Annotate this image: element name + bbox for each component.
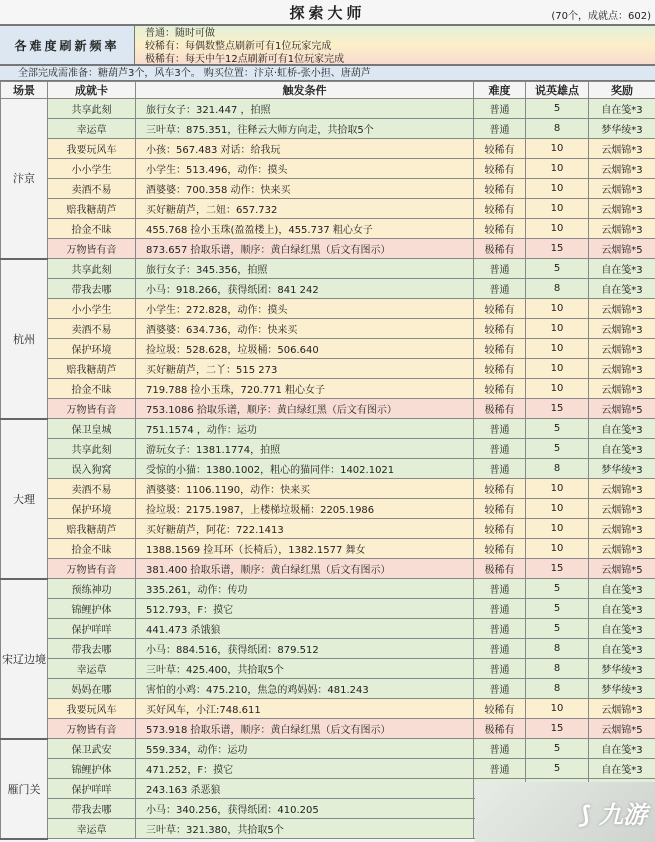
refresh-frequency [0,26,655,66]
points-cell: 5 [526,619,589,639]
difficulty-cell: 较稀有 [474,539,526,559]
table-row [1,659,655,679]
condition-cell: 买好糖葫芦，二丫：515 273 [136,359,474,379]
card-cell: 拾金不昧 [48,379,136,399]
achievement-table [0,81,655,840]
condition-cell: 买好风车，小江:748.611 [136,699,474,719]
difficulty-cell: 极稀有 [474,239,526,259]
reward-cell: 自在笺*3 [589,579,655,599]
table-row [1,699,655,719]
points-cell: 8 [526,639,589,659]
table-row [1,599,655,619]
condition-cell: 买好糖葫芦，阿花：722.1413 [136,519,474,539]
condition-cell: 小马：340.256，获得纸团：410.205 [136,799,474,819]
reward-cell: 梦华绫*3 [589,119,655,139]
points-cell: 8 [526,679,589,699]
difficulty-cell: 普通 [474,579,526,599]
table-row [1,199,655,219]
condition-cell: 捡垃圾：2175.1987，上楼梯垃圾桶：2205.1986 [136,499,474,519]
condition-cell: 1388.1569 捡耳环（长椅后），1382.1577 舞女 [136,539,474,559]
reward-cell: 云烟锦*3 [589,339,655,359]
points-cell: 8 [526,459,589,479]
reward-cell: 梦华绫*3 [589,679,655,699]
card-cell: 小小学生 [48,159,136,179]
table-row [1,359,655,379]
points-cell: 5 [526,419,589,439]
table-row [1,179,655,199]
reward-cell: 云烟锦*5 [589,719,655,739]
header-card: 成就卡 [48,82,136,99]
card-cell: 万物皆有音 [48,399,136,419]
points-cell: 15 [526,399,589,419]
difficulty-cell: 普通 [474,619,526,639]
condition-cell: 573.918 拾取乐谱，顺序：黄白绿红黑（后文有图示） [136,719,474,739]
reward-cell: 云烟锦*3 [589,379,655,399]
points-cell: 10 [526,339,589,359]
reward-cell: 云烟锦*5 [589,239,655,259]
difficulty-cell: 较稀有 [474,159,526,179]
card-cell: 万物皆有音 [48,559,136,579]
card-cell: 我要玩风车 [48,699,136,719]
header-condition: 触发条件 [136,82,474,99]
table-row [1,279,655,299]
card-cell: 幸运草 [48,659,136,679]
points-cell: 10 [526,499,589,519]
table-row [1,539,655,559]
reward-cell: 云烟锦*3 [589,519,655,539]
table-row [1,379,655,399]
points-cell: 15 [526,239,589,259]
difficulty-cell: 极稀有 [474,719,526,739]
difficulty-cell: 普通 [474,679,526,699]
reward-cell: 云烟锦*3 [589,499,655,519]
table-row [1,299,655,319]
condition-cell: 559.334，动作：运功 [136,739,474,759]
points-cell: 10 [526,519,589,539]
header-difficulty: 难度 [474,82,526,99]
card-cell: 带我去哪 [48,279,136,299]
points-cell: 5 [526,439,589,459]
difficulty-cell: 较稀有 [474,519,526,539]
table-row [1,119,655,139]
condition-cell: 害怕的小鸡：475.210，焦急的鸡妈妈：481.243 [136,679,474,699]
condition-cell: 三叶草：425.400，共拾取5个 [136,659,474,679]
card-cell: 保护环境 [48,339,136,359]
condition-cell: 小孩：567.483 对话：给我玩 [136,139,474,159]
table-row [1,239,655,259]
difficulty-cell: 较稀有 [474,699,526,719]
condition-cell: 小马：884.516，获得纸团：879.512 [136,639,474,659]
condition-cell: 512.793，F：摸它 [136,599,474,619]
card-cell: 赔我糖葫芦 [48,199,136,219]
card-cell: 保护环境 [48,499,136,519]
condition-cell: 受惊的小猫：1380.1002，粗心的猫同伴：1402.1021 [136,459,474,479]
table-row [1,159,655,179]
points-cell: 5 [526,739,589,759]
header-scene: 场景 [1,82,48,99]
table-row [1,739,655,759]
table-row [1,139,655,159]
reward-cell: 云烟锦*3 [589,479,655,499]
difficulty-cell: 极稀有 [474,399,526,419]
points-cell: 10 [526,139,589,159]
condition-cell: 小马：918.266，获得纸团：841 242 [136,279,474,299]
table-row [1,619,655,639]
condition-cell: 游玩女子：1381.1774，拍照 [136,439,474,459]
table-row [1,499,655,519]
card-cell: 保护咩咩 [48,619,136,639]
table-row [1,99,655,119]
card-cell: 赔我糖葫芦 [48,359,136,379]
reward-cell: 云烟锦*3 [589,299,655,319]
difficulty-cell: 普通 [474,99,526,119]
condition-cell: 381.400 拾取乐谱，顺序：黄白绿红黑（后文有图示） [136,559,474,579]
table-row [1,559,655,579]
scene-cell: 宋辽边境 [1,579,48,739]
table-row [1,339,655,359]
points-cell: 15 [526,719,589,739]
condition-cell: 买好糖葫芦，二妞：657.732 [136,199,474,219]
card-cell: 锦鲤护体 [48,599,136,619]
frequency-label: 各难度刷新频率 [0,26,135,64]
difficulty-cell: 较稀有 [474,199,526,219]
card-cell: 幸运草 [48,819,136,839]
condition-cell: 小学生：513.496，动作：摸头 [136,159,474,179]
card-cell: 保卫武安 [48,739,136,759]
difficulty-cell: 极稀有 [474,559,526,579]
reward-cell: 梦华绫*3 [589,459,655,479]
difficulty-cell: 普通 [474,659,526,679]
card-cell: 我要玩风车 [48,139,136,159]
reward-cell: 云烟锦*3 [589,199,655,219]
difficulty-cell: 较稀有 [474,359,526,379]
reward-cell: 云烟锦*3 [589,539,655,559]
condition-cell: 719.788 捡小玉珠，720.771 粗心女子 [136,379,474,399]
condition-cell: 小学生：272.828，动作：摸头 [136,299,474,319]
card-cell: 共享此刻 [48,99,136,119]
difficulty-cell: 较稀有 [474,379,526,399]
scene-cell: 汴京 [1,99,48,259]
card-cell: 小小学生 [48,299,136,319]
reward-cell: 自在笺*3 [589,759,655,779]
difficulty-cell: 普通 [474,119,526,139]
difficulty-cell: 较稀有 [474,139,526,159]
scene-cell: 雁门关 [1,739,48,839]
card-cell: 万物皆有音 [48,719,136,739]
reward-cell: 自在笺*3 [589,99,655,119]
reward-cell: 云烟锦*3 [589,179,655,199]
points-cell: 10 [526,219,589,239]
table-row [1,639,655,659]
reward-cell: 云烟锦*3 [589,359,655,379]
reward-cell: 云烟锦*5 [589,559,655,579]
condition-cell: 三叶草：321.380，共拾取5个 [136,819,474,839]
difficulty-cell: 普通 [474,419,526,439]
card-cell: 锦鲤护体 [48,759,136,779]
points-cell: 8 [526,279,589,299]
table-row [1,319,655,339]
points-cell: 10 [526,179,589,199]
difficulty-cell: 较稀有 [474,179,526,199]
difficulty-cell: 较稀有 [474,319,526,339]
frequency-rare: 较稀有：每偶数整点刷新可有1位玩家完成 [145,41,332,52]
watermark-logo: ⟆ 九游 [475,782,655,842]
card-cell: 带我去哪 [48,639,136,659]
points-cell: 5 [526,579,589,599]
preparation-note: 全部完成需准备：糖葫芦3个，风车3个。 购买位置：汴京·虹桥-张小担、唐葫芦 [0,66,655,81]
difficulty-cell: 普通 [474,759,526,779]
reward-cell: 自在笺*3 [589,739,655,759]
reward-cell: 自在笺*3 [589,599,655,619]
card-cell: 共享此刻 [48,439,136,459]
condition-cell: 三叶草：875.351，往释云大师方向走，共拾取5个 [136,119,474,139]
points-cell: 10 [526,479,589,499]
points-cell: 10 [526,159,589,179]
condition-cell: 873.657 拾取乐谱，顺序：黄白绿红黑（后文有图示） [136,239,474,259]
condition-cell: 753.1086 拾取乐谱，顺序：黄白绿红黑（后文有图示） [136,399,474,419]
card-cell: 妈妈在哪 [48,679,136,699]
reward-cell: 自在笺*3 [589,619,655,639]
card-cell: 卖酒不易 [48,479,136,499]
header-reward: 奖励 [589,82,655,99]
table-row [1,439,655,459]
table-row [1,579,655,599]
condition-cell: 441.473 杀饿狼 [136,619,474,639]
points-cell: 8 [526,659,589,679]
difficulty-cell: 较稀有 [474,339,526,359]
table-row [1,759,655,779]
card-cell: 共享此刻 [48,259,136,279]
difficulty-cell: 普通 [474,639,526,659]
points-cell: 10 [526,539,589,559]
difficulty-cell: 较稀有 [474,499,526,519]
table-row [1,259,655,279]
condition-cell: 酒婆婆：1106.1190，动作：快来买 [136,479,474,499]
table-row [1,479,655,499]
frequency-common: 普通：随时可做 [145,28,215,39]
difficulty-cell: 普通 [474,599,526,619]
reward-cell: 自在笺*3 [589,279,655,299]
difficulty-cell: 普通 [474,739,526,759]
condition-cell: 243.163 杀恶狼 [136,779,474,799]
table-row [1,219,655,239]
difficulty-cell: 普通 [474,459,526,479]
table-row [1,519,655,539]
frequency-epic: 极稀有：每天中午12点刷新可有1位玩家完成 [145,54,345,65]
points-cell: 8 [526,119,589,139]
difficulty-cell: 普通 [474,439,526,459]
points-cell: 10 [526,319,589,339]
difficulty-cell: 较稀有 [474,299,526,319]
points-cell: 5 [526,759,589,779]
condition-cell: 酒婆婆：700.358 动作：快来买 [136,179,474,199]
points-cell: 10 [526,379,589,399]
card-cell: 误入狗窝 [48,459,136,479]
card-cell: 带我去哪 [48,799,136,819]
points-cell: 5 [526,99,589,119]
reward-cell: 梦华绫*3 [589,659,655,679]
reward-cell: 云烟锦*3 [589,319,655,339]
reward-cell: 云烟锦*3 [589,139,655,159]
card-cell: 赔我糖葫芦 [48,519,136,539]
points-cell: 5 [526,259,589,279]
table-row [1,459,655,479]
reward-cell: 云烟锦*3 [589,219,655,239]
card-cell: 幸运草 [48,119,136,139]
achievement-summary: (70个，成就点：602) [551,11,651,22]
card-cell: 卖酒不易 [48,319,136,339]
table-row [1,399,655,419]
difficulty-cell: 较稀有 [474,479,526,499]
condition-cell: 旅行女子：345.356，拍照 [136,259,474,279]
reward-cell: 云烟锦*3 [589,159,655,179]
card-cell: 拾金不昧 [48,219,136,239]
reward-cell: 自在笺*3 [589,259,655,279]
card-cell: 预练神功 [48,579,136,599]
title-bar [0,0,655,26]
table-row [1,719,655,739]
condition-cell: 455.768 捡小玉珠(盈盈楼上)，455.737 粗心女子 [136,219,474,239]
reward-cell: 自在笺*3 [589,639,655,659]
table-row [1,419,655,439]
scene-cell: 大理 [1,419,48,579]
difficulty-cell: 普通 [474,279,526,299]
card-cell: 保卫皇城 [48,419,136,439]
points-cell: 5 [526,599,589,619]
card-cell: 卖酒不易 [48,179,136,199]
reward-cell: 自在笺*3 [589,439,655,459]
card-cell: 保护咩咩 [48,779,136,799]
difficulty-cell: 较稀有 [474,219,526,239]
condition-cell: 751.1574 ，动作：运功 [136,419,474,439]
header-points: 说英雄点 [526,82,589,99]
table-row [1,679,655,699]
condition-cell: 捡垃圾：528.628，垃圾桶：506.640 [136,339,474,359]
points-cell: 10 [526,199,589,219]
condition-cell: 335.261，动作：传功 [136,579,474,599]
condition-cell: 酒婆婆：634.736，动作：快来买 [136,319,474,339]
condition-cell: 旅行女子：321.447 ，拍照 [136,99,474,119]
points-cell: 10 [526,359,589,379]
points-cell: 10 [526,299,589,319]
card-cell: 万物皆有音 [48,239,136,259]
card-cell: 拾金不昧 [48,539,136,559]
reward-cell: 云烟锦*5 [589,399,655,419]
reward-cell: 自在笺*3 [589,419,655,439]
difficulty-cell: 普通 [474,259,526,279]
scene-cell: 杭州 [1,259,48,419]
points-cell: 15 [526,559,589,579]
points-cell: 10 [526,699,589,719]
page-title: 探索大师 [289,4,366,22]
condition-cell: 471.252，F：摸它 [136,759,474,779]
reward-cell: 云烟锦*3 [589,699,655,719]
